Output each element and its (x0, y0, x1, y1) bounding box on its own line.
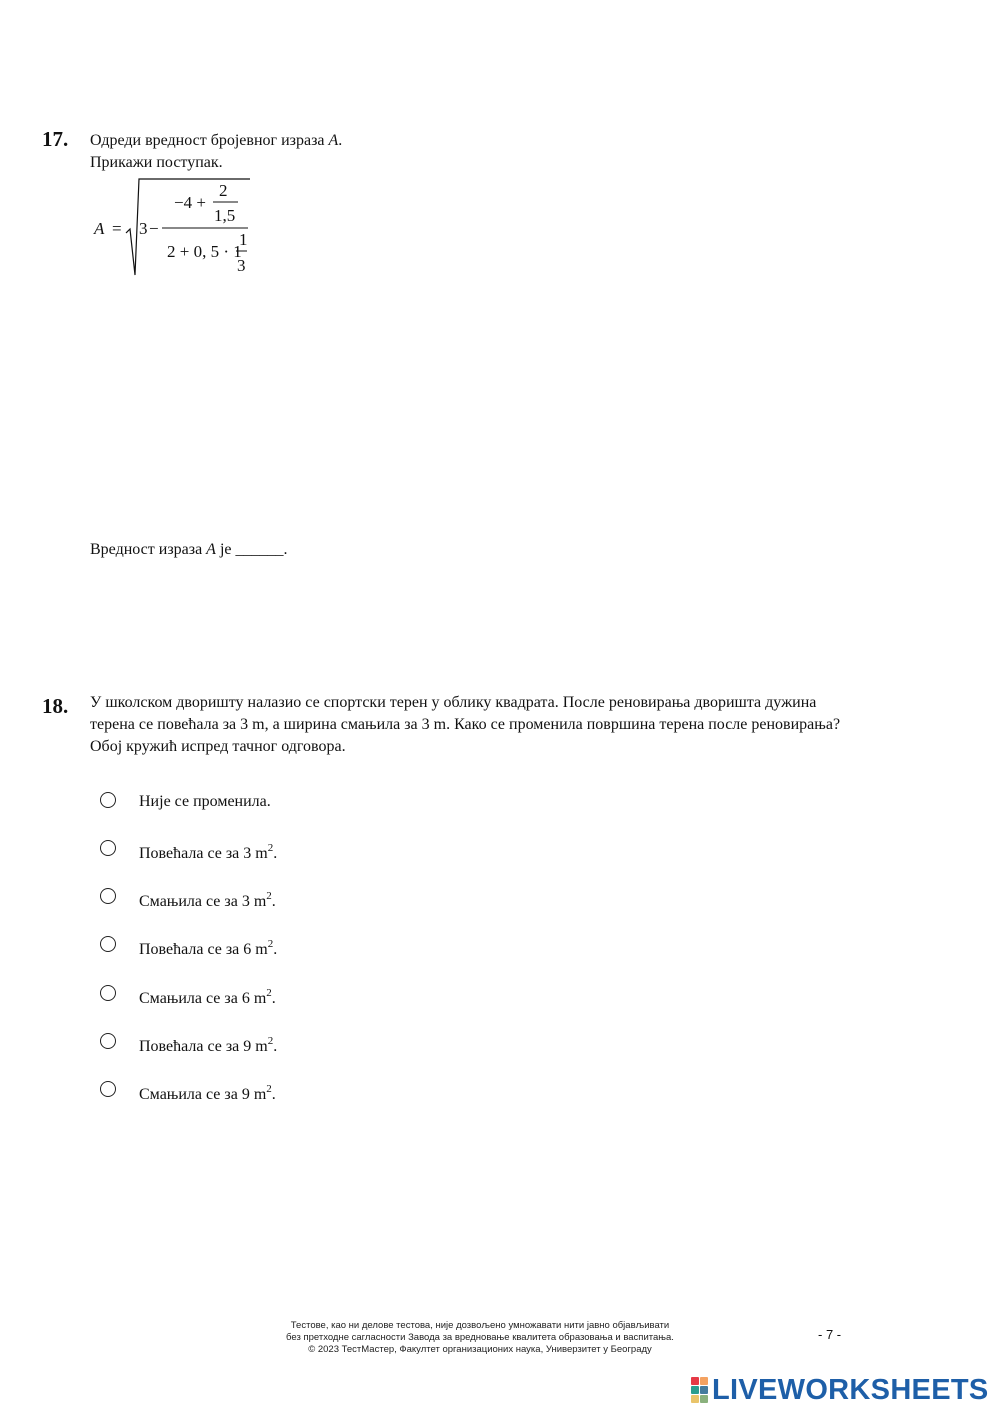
prompt-variable: A (328, 132, 339, 149)
option-1-label: Није се променила. (139, 793, 271, 810)
option-4-radio[interactable] (100, 936, 116, 952)
option-2-radio[interactable] (100, 840, 116, 856)
answer-blank[interactable]: је ______. (215, 541, 288, 558)
option-7-label: Смањила се за 9 $m^2$. (139, 1083, 276, 1103)
numerator-frac-den: 1,5 (214, 206, 236, 225)
numerator-frac-num: 2 (219, 181, 228, 200)
question-18-number: 18. (42, 694, 69, 718)
option-6-radio[interactable] (100, 1033, 116, 1049)
formula-svg (90, 175, 270, 285)
answer-variable: A (206, 541, 216, 558)
logo-cell-6 (700, 1395, 708, 1403)
page-number: - 7 - (818, 1327, 842, 1342)
answer-text: Вредност израза (90, 541, 207, 558)
option-5-radio[interactable] (100, 985, 116, 1001)
question-17-instruction: Прикажи поступак. (90, 154, 223, 171)
prompt-text: Одреди вредност бројевног израза (90, 132, 329, 149)
expression-formula (90, 175, 270, 285)
option-2-label: Повећала се за 3 $m^2$. (139, 842, 278, 862)
formula-three: 3 (139, 219, 148, 238)
logo-cell-5 (691, 1395, 699, 1403)
question-18-line-1: У школском дворишту налазио се спортски терен у облику квадрата. После реновирања дворишта дужина (90, 694, 817, 711)
option-7-radio[interactable] (100, 1081, 116, 1097)
logo-cell-4 (700, 1386, 708, 1394)
footer-line-2: без претходне сагласности Завода за вредновање квалитета образовања и васпитања. (286, 1332, 674, 1343)
option-1-radio[interactable] (100, 792, 116, 808)
question-17-answer-line (90, 539, 288, 561)
copyright-footer (230, 1320, 730, 1356)
formula-minus: − (149, 219, 159, 238)
footer-line-1: Тестове, као ни делове тестова, није дозвољено умножавати нити јавно објављивати (290, 1320, 670, 1331)
prompt-end: . (338, 132, 343, 149)
numerator-part: −4 + (174, 193, 206, 212)
question-17-prompt (90, 130, 342, 152)
footer-line-3: © 2023 ТестМастер, Факултет организационих наука, Универзитет у Београду (308, 1344, 652, 1355)
denominator-frac-num: 1 (239, 230, 248, 249)
question-17-number: 17. (42, 127, 69, 151)
formula-lhs: A (94, 219, 105, 238)
brand-text: LIVEWORKSHEETS (712, 1373, 989, 1406)
question-18-line-3: Обој кружић испред тачног одговора. (90, 738, 346, 755)
question-18-line-2: терена се повећала за 3 m, а ширина смањила за 3 m. Како се променила површина терена после реновирања? (90, 716, 841, 733)
option-6-label: Повећала се за 9 $m^2$. (139, 1035, 278, 1055)
logo-cell-3 (691, 1386, 699, 1394)
liveworksheets-logo-icon (691, 1377, 708, 1403)
logo-cell-2 (700, 1377, 708, 1385)
option-3-label: Смањила се за 3 $m^2$. (139, 890, 276, 910)
option-5-label: Смањила се за 6 $m^2$. (139, 987, 276, 1007)
formula-equals: = (112, 219, 122, 238)
option-4-label: Повећала се за 6 $m^2$. (139, 938, 278, 958)
liveworksheets-brand (691, 1375, 989, 1405)
logo-cell-1 (691, 1377, 699, 1385)
denominator-frac-den: 3 (237, 256, 246, 275)
option-3-radio[interactable] (100, 888, 116, 904)
denominator-part: 2 + 0, 5 · 1 (167, 242, 242, 261)
